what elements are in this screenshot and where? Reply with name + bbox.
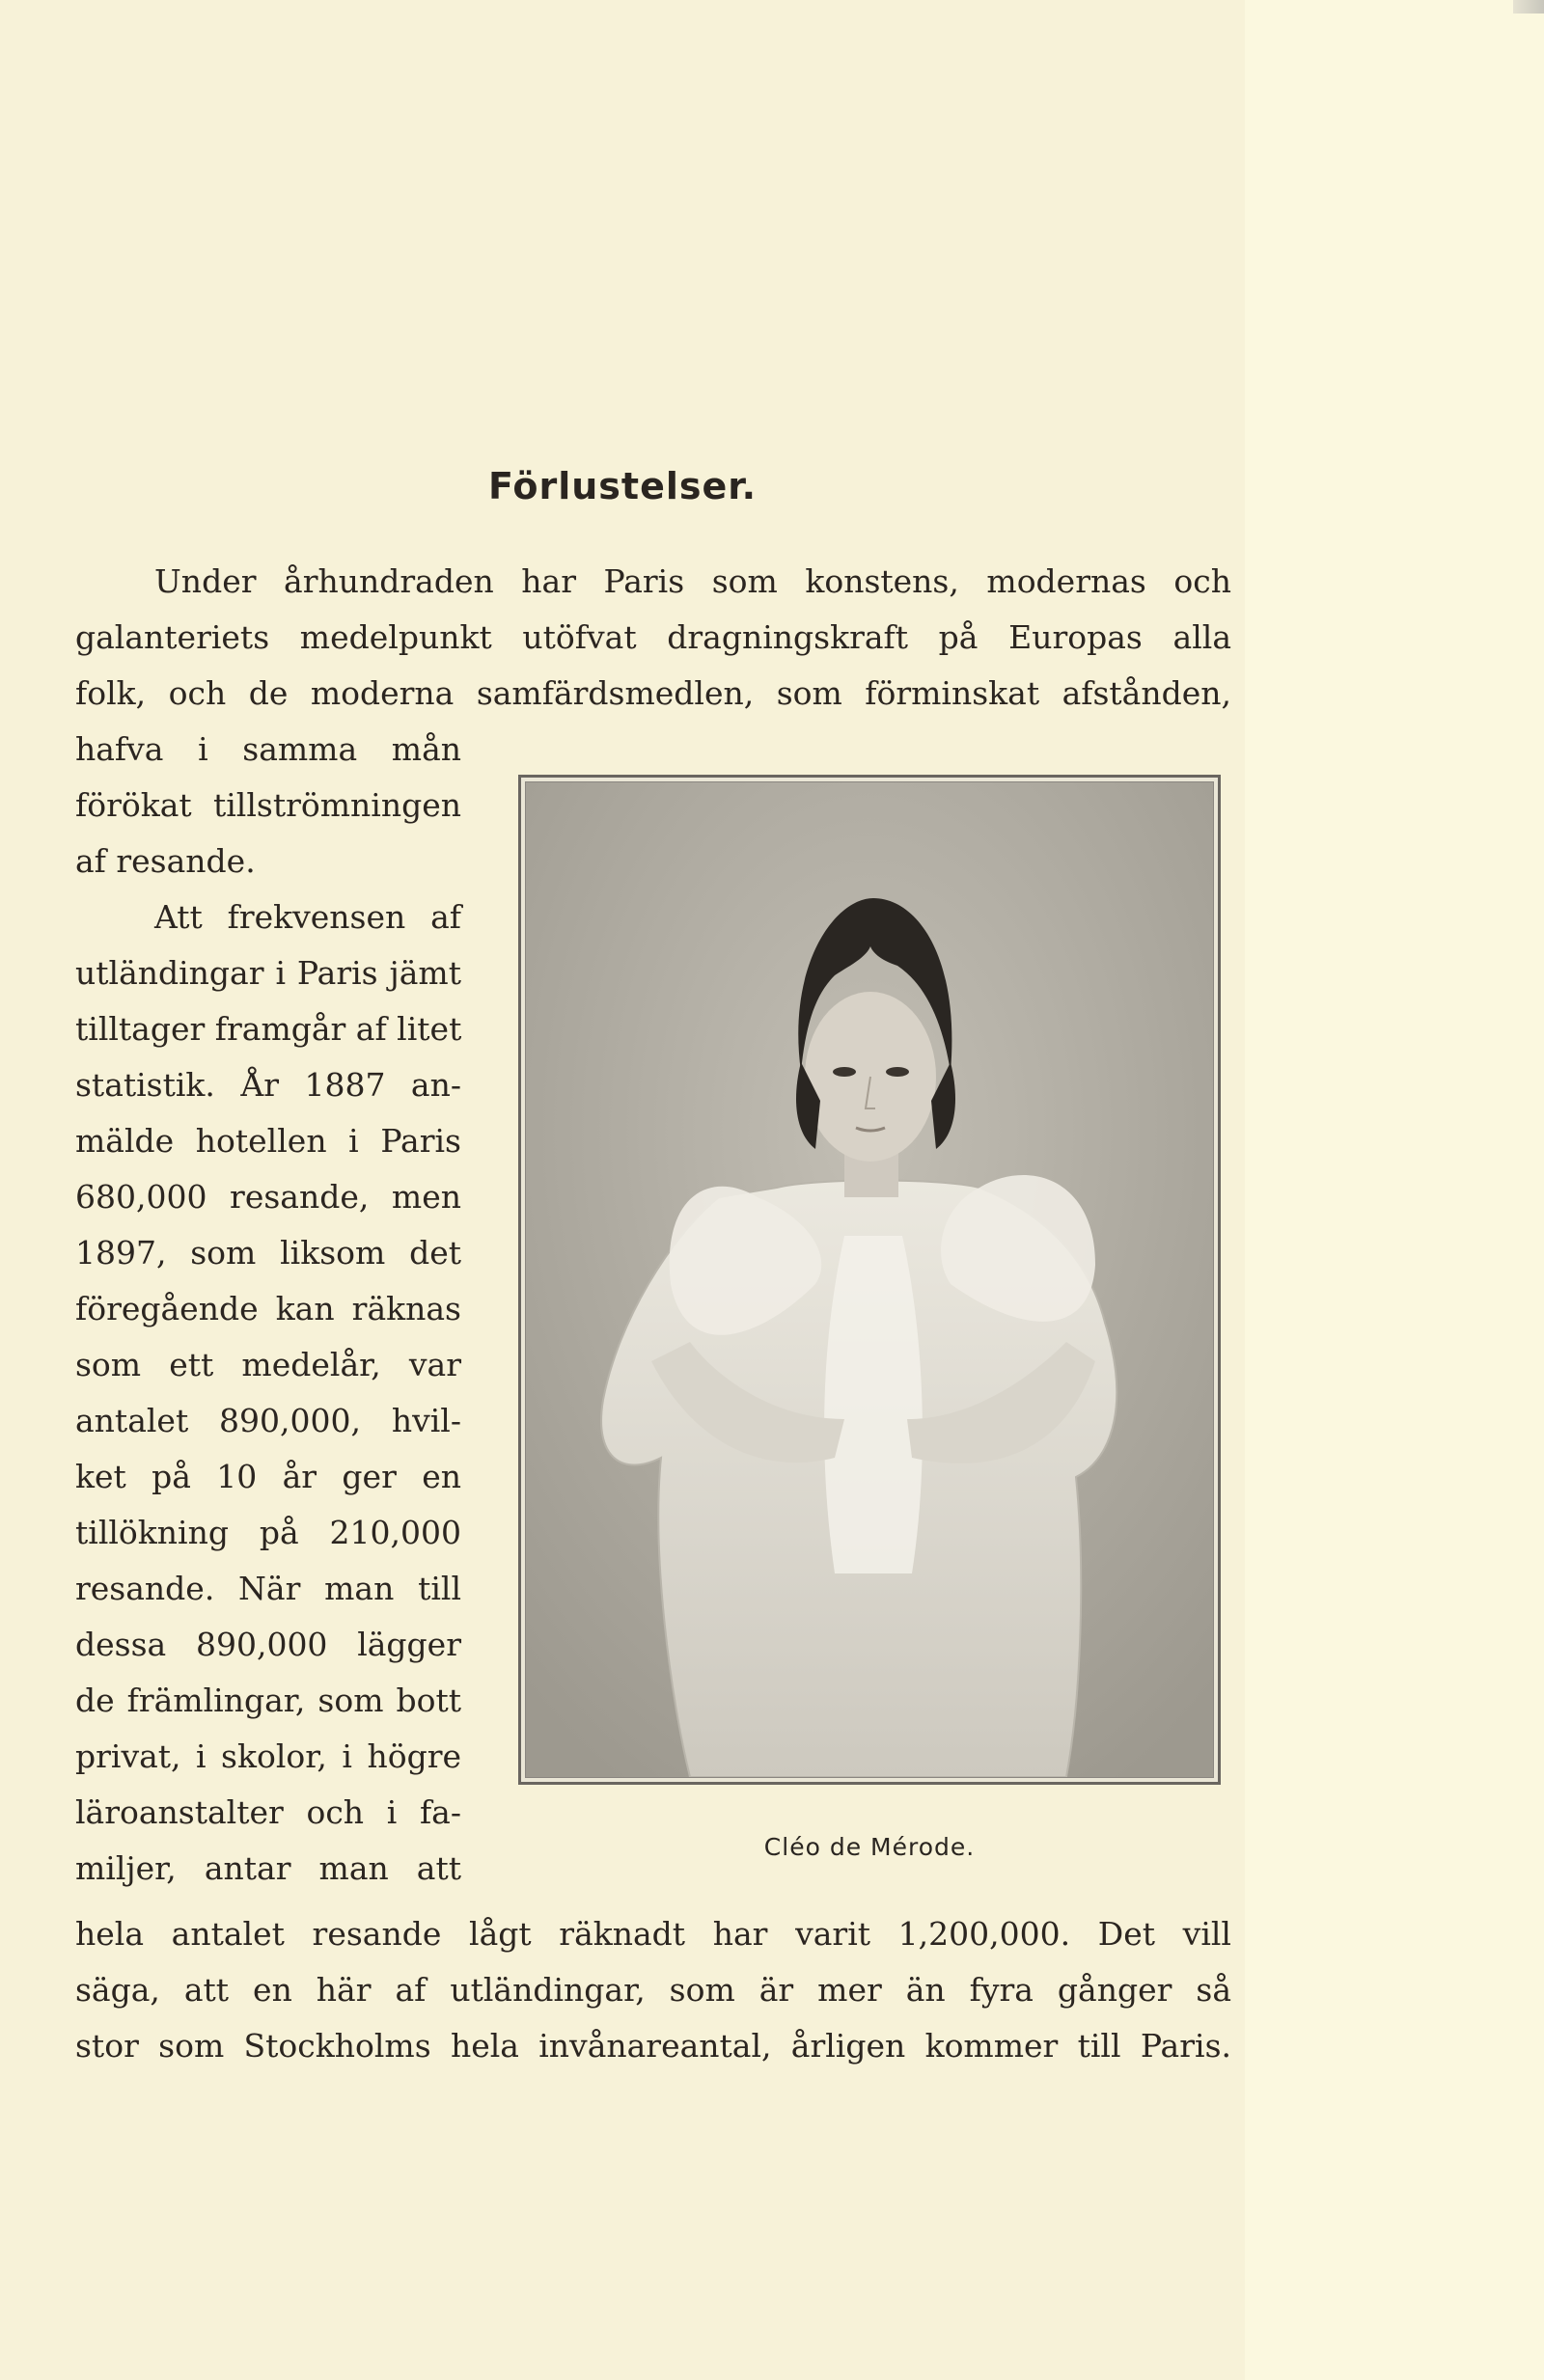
- text-line: 680,000 resande, men: [75, 1178, 461, 1216]
- text-line: antalet 890,000, hvil-: [75, 1402, 461, 1439]
- scan-corner-mark: [1513, 0, 1544, 14]
- text-line: ket på 10 år ger en: [75, 1458, 461, 1495]
- text-line: läroanstalter och i fa-: [75, 1793, 461, 1831]
- text-line: statistik. År 1887 an-: [75, 1066, 461, 1104]
- text-line: tillökning på 210,000: [75, 1514, 461, 1551]
- photo-caption: Cléo de Mérode.: [763, 1833, 976, 1861]
- text-line: förökat tillströmningen: [75, 786, 461, 824]
- page-margin: [1245, 0, 1544, 2380]
- text-line: föregående kan räknas: [75, 1290, 461, 1327]
- text-line: af resande.: [75, 842, 256, 880]
- text-line: hafva i samma mån: [75, 730, 461, 768]
- text-line: galanteriets medelpunkt utöfvat dragningskraft på Europas alla: [75, 618, 1231, 656]
- text-line: privat, i skolor, i högre: [75, 1737, 461, 1775]
- text-line: de främlingar, som bott: [75, 1682, 461, 1719]
- text-line: säga, att en här af utländingar, som är mer än fyra gånger så: [75, 1971, 1231, 2009]
- text-line: 1897, som liksom det: [75, 1234, 461, 1272]
- portrait-photo-frame: [518, 775, 1221, 1785]
- text-line: Att frekvensen af: [154, 898, 461, 936]
- text-line: dessa 890,000 lägger: [75, 1626, 461, 1663]
- text-line: tilltager framgår af litet: [75, 1010, 462, 1048]
- text-line: som ett medelår, var: [75, 1346, 461, 1383]
- text-line: hela antalet resande lågt räknadt har varit 1,200,000. Det vill: [75, 1915, 1231, 1953]
- text-line: utländingar i Paris jämt: [75, 954, 461, 992]
- page-title: Förlustelser.: [487, 465, 758, 507]
- text-line: stor som Stockholms hela invånareantal, årligen kommer till Paris.: [75, 2027, 1231, 2065]
- text-line: Under århundraden har Paris som konstens, modernas och: [154, 562, 1231, 600]
- portrait-photo: [525, 781, 1214, 1778]
- text-line: miljer, antar man att: [75, 1849, 461, 1887]
- text-line: folk, och de moderna samfärdsmedlen, som förminskat afstånden,: [75, 674, 1231, 712]
- text-line: mälde hotellen i Paris: [75, 1122, 461, 1160]
- text-line: resande. När man till: [75, 1570, 461, 1607]
